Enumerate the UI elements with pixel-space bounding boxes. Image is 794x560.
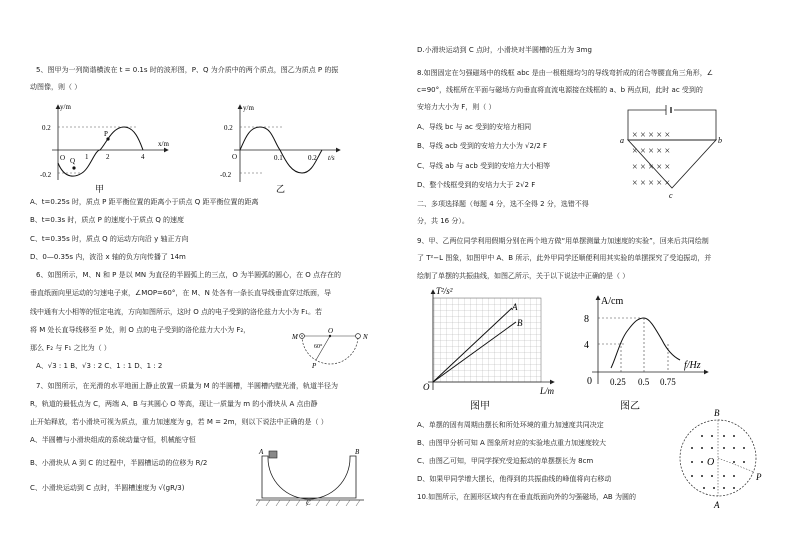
q5-fig2-ylabel: y/m <box>243 104 254 112</box>
svg-text:× × × × ×: × × × × × <box>632 162 671 173</box>
q9-t2-l-figure <box>416 286 561 414</box>
q5-fig1-xlabel: x/m <box>158 140 169 148</box>
q5-fig2-vpos: 0.2 <box>224 124 233 132</box>
q7-halfpipe-figure <box>256 442 364 510</box>
q5-fig1-tick2: 2 <box>106 153 110 161</box>
q9-option-c: C、由图乙可知，甲同学探究受迫振动的单摆摆长为 8cm <box>417 457 594 465</box>
q9-figB-ylabel: A/cm <box>601 296 624 307</box>
q7-fig-c: C <box>306 499 311 507</box>
q5-wave-figure <box>40 100 175 195</box>
section2-heading-line2: 分，共 16 分）。 <box>417 217 469 225</box>
svg-text:× × × × ×: × × × × × <box>632 146 671 157</box>
q5-option-b: B、t=0.3s 时，质点 P 的速度小于质点 Q 的速度 <box>30 216 185 224</box>
q7-fig-b: B <box>355 448 360 456</box>
q9-option-d: D、如果甲同学增大摆长，他得到的共振曲线的峰值将向右移动 <box>417 475 612 483</box>
q9-figA-b: B <box>517 318 523 328</box>
q6-line2: 垂直纸面向里运动的匀速电子束，∠MOP=60°，在 M、N 处各有一条长直导线垂直穿过纸面，导 <box>30 289 332 297</box>
q7-option-d: D.小滑块运动到 C 点时，小滑块对半圆槽的压力为 3mg <box>417 46 592 54</box>
q9-line1: 9、甲、乙两位同学利用假期分别在两个地方做“用单摆测量力加速度的实验”，回来后共同绘制 <box>417 237 709 245</box>
q8-fig-a: a <box>620 136 624 145</box>
q10-fig-o: O <box>707 457 715 468</box>
svg-text:× × × × ×: × × × × × <box>632 178 671 189</box>
q9-option-b: B、由图甲分析可知 A 图象所对应的实验地点重力加速度较大 <box>417 439 607 447</box>
q5-fig1-tick1: 1 <box>85 153 89 161</box>
q5-stem-line2: 动图像，则（ ） <box>30 83 82 91</box>
q8-triangle-figure <box>618 102 728 200</box>
q9-figA-caption: 图甲 <box>470 401 490 412</box>
q9-figB-x2: 0.5 <box>638 377 650 387</box>
q5-fig1-caption: 甲 <box>95 184 105 194</box>
q7-line2: R，轨道的最低点为 C，两端 A、B 与其圆心 O 等高，现让一质量为 m 的小滑块从 A 点由静 <box>30 400 318 408</box>
q5-fig2-tick1: 0.1 <box>274 154 283 162</box>
q6-line4: 将 M 处长直导线移至 P 处，则 O 点的电子受到的洛伦兹力大小为 F₂， <box>30 326 251 334</box>
q8-line2: c=90°，线框所在平面与磁场方向垂直将直流电源接在线框的 a、b 两点间，此时 ac 受到的 <box>417 86 703 94</box>
q10-fig-p: P <box>756 472 762 482</box>
q8-line1: 8.如图固定在匀强磁场中的线框 abc 是由一根粗细均匀的导线弯折成的闭合等腰直角三角形，∠ <box>417 69 713 77</box>
q9-figB-origin: 0 <box>587 376 592 387</box>
q10-circle-figure <box>676 406 780 512</box>
q5-fig2-caption: 乙 <box>276 184 286 194</box>
q7-option-c: C、小滑块运动到 C 点时，半圆槽速度为 √(gR/3) <box>30 484 185 492</box>
q5-option-d: D、0—0.35s 内，波沿 x 轴的负方向传播了 14m <box>30 253 186 261</box>
q5-vibration-figure <box>210 100 350 195</box>
q5-fig1-ylabel: y/m <box>60 103 71 111</box>
q6-fig-o: O <box>328 327 334 335</box>
q5-option-a: A、t=0.25s 时，质点 P 距平衡位置的距离小于质点 Q 距平衡位置的距离 <box>30 198 259 206</box>
q5-fig2-xlabel: t/s <box>328 154 335 162</box>
q5-fig1-q: Q <box>70 157 76 165</box>
q6-line5: 那么 F₂ 与 F₁ 之比为（ ） <box>30 344 111 352</box>
q8-option-c: C、导线 ab 与 acb 受到的安培力大小相等 <box>417 162 551 170</box>
q5-fig1-vpos: 0.2 <box>42 124 51 132</box>
q7-option-a: A、半圆槽与小滑块组成的系统动量守恒，机械能守恒 <box>30 436 196 444</box>
q6-semicircle-figure <box>292 326 374 370</box>
q7-option-b: B、小滑块从 A 到 C 的过程中，半圆槽运动的位移为 R/2 <box>30 459 208 467</box>
q9-figA-ylabel: T²/s² <box>436 286 453 296</box>
q9-figB-xlabel: f/Hz <box>684 360 701 371</box>
q9-figA-origin: O <box>423 382 430 392</box>
q6-line1: 6、如图所示，M、N 和 P 是以 MN 为直径的半圆弧上的三点，O 为半圆弧的圆心，在 O 点存在的 <box>36 271 342 279</box>
q5-option-c: C、t=0.35s 时，质点 Q 的运动方向沿 y 轴正方向 <box>30 235 189 243</box>
q9-figA-xlabel: L/m <box>540 386 555 396</box>
section2-heading-line1: 二、多项选择题（每题 4 分，选不全得 2 分，选错不得 <box>417 200 589 208</box>
q9-figA-a: A <box>512 302 518 312</box>
q7-fig-a: A <box>259 448 264 456</box>
q5-fig1-p: P <box>104 130 108 138</box>
q9-resonance-figure <box>576 292 714 414</box>
q5-fig1-tick4: 4 <box>141 153 145 161</box>
q5-fig1-vneg: -0.2 <box>40 171 52 179</box>
q6-options: A、√3 : 1 B、√3 : 2 C、1 : 1 D、1 : 2 <box>36 362 163 370</box>
q8-fig-b: b <box>718 136 722 145</box>
q8-line3: 安培力大小为 F，则（ ） <box>417 103 496 111</box>
q9-figB-x1: 0.25 <box>610 377 626 387</box>
svg-text:× × × × ×: × × × × × <box>632 130 671 141</box>
q6-fig-m: M <box>292 333 298 341</box>
q9-figB-caption: 图乙 <box>620 401 640 412</box>
q5-fig2-tick2: 0.2 <box>308 154 317 162</box>
q7-line1: 7、如图所示，在光滑的水平地面上静止放置一质量为 M 的半圆槽，半圆槽内壁光滑，轨道半径为 <box>36 382 338 390</box>
q6-fig-angle: 60° <box>314 344 323 350</box>
q9-line2: 了 T²−L 图象，如图甲中 A、B 所示，此外甲同学还顺便利用其实验的单摆探究了受迫振动，并 <box>417 254 712 262</box>
q6-line3: 线中通有大小相等的恒定电流，方向如图所示，这时 O 点的电子受到的洛伦兹力大小为 F₁。若 <box>30 308 323 316</box>
q9-figB-y8: 8 <box>584 314 589 325</box>
q9-figB-x3: 0.75 <box>660 377 676 387</box>
q5-fig2-vneg: -0.2 <box>220 171 232 179</box>
q8-fig-c: c <box>669 191 673 200</box>
q8-option-b: B、导线 acb 受到的安培力大小为 √2/2 F <box>417 142 548 150</box>
q7-line3: 止开始释放，若小滑块可视为质点，重力加速度为 g，若 M = 2m，则以下说法中正确的是（ ） <box>30 418 328 426</box>
q10-line1: 10.如图所示，在圆形区域内有在垂直纸面向外的匀强磁场，AB 为圆的 <box>417 493 636 501</box>
q5-fig1-origin: O <box>60 154 66 162</box>
q5-fig2-origin: O <box>232 153 238 161</box>
q9-option-a: A、单摆的固有周期由摆长和所处环境的重力加速度共同决定 <box>417 421 604 429</box>
q10-fig-a: A <box>714 500 720 510</box>
q5-stem-line1: 5、图甲为一列简谐横波在 t = 0.1s 时的波形图，P、Q 为介质中的两个质点，图乙为质点 P 的振 <box>36 66 339 74</box>
q8-option-d: D、整个线框受到的安培力大于 2√2 F <box>417 181 536 189</box>
q6-fig-p: P <box>312 362 317 370</box>
q8-option-a: A、导线 bc 与 ac 受到的安培力相同 <box>417 123 532 131</box>
q6-fig-n: N <box>363 333 368 341</box>
q10-fig-b: B <box>714 408 720 418</box>
q9-line3: 绘制了单摆的共振曲线，如图乙所示，关于以下说法中正确的是（ ） <box>417 272 630 280</box>
q9-figB-y4: 4 <box>584 340 589 351</box>
